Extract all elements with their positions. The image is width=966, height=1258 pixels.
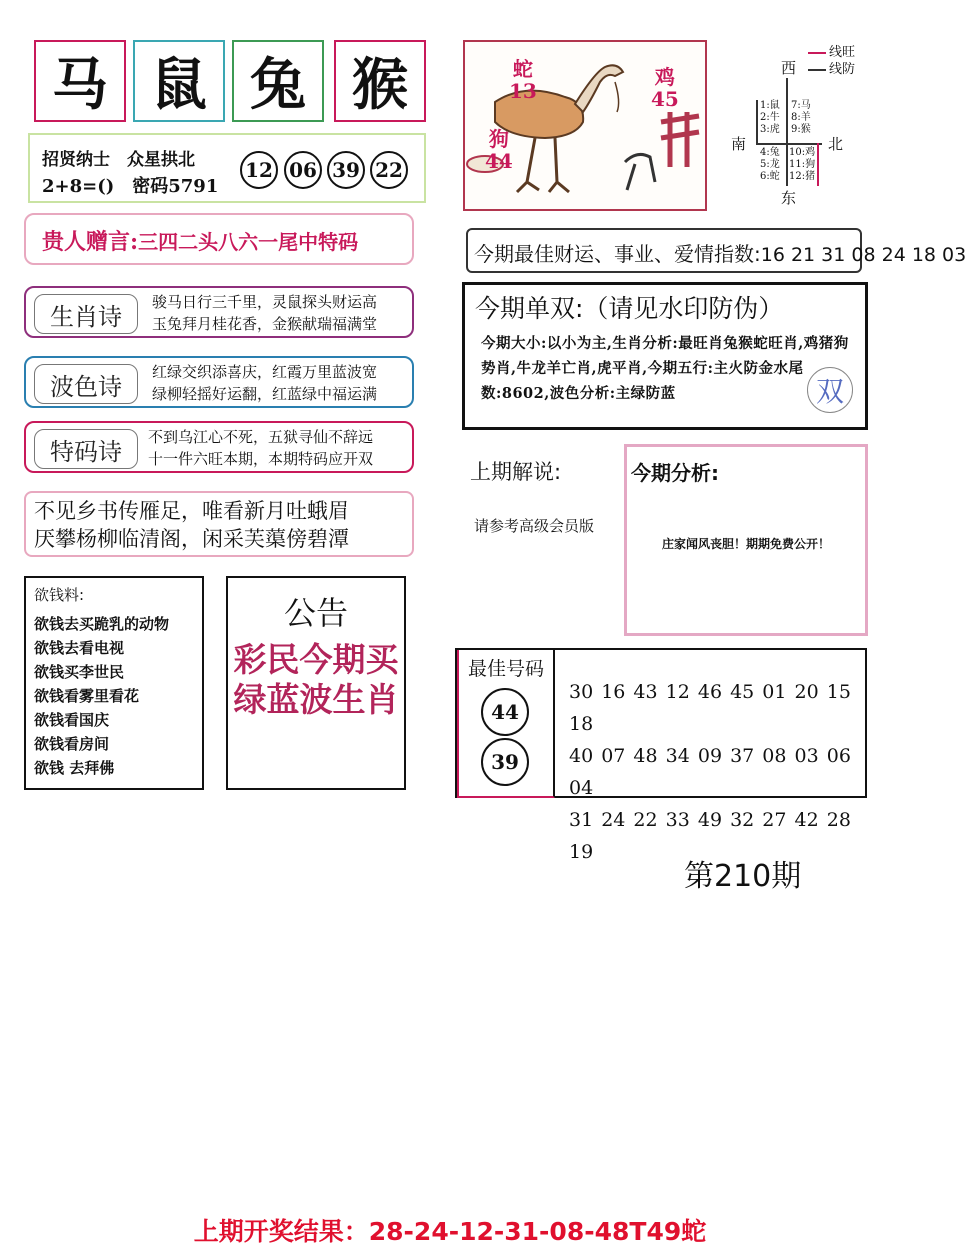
analysis-message: 庄家闻风丧胆！期期免费公开！ bbox=[661, 537, 830, 551]
compass-cell-rt: 7:马 8:羊 9:猴 bbox=[791, 100, 811, 135]
last-period-label: 上期解说: bbox=[470, 460, 562, 484]
slogan-box bbox=[28, 133, 426, 203]
number-circle: 44 bbox=[481, 688, 529, 736]
poem-line-2: 绿柳轻摇好运翻，红蓝绿中福运满 bbox=[152, 385, 378, 403]
zodiac-box-2: 鼠 bbox=[133, 40, 225, 122]
wish-header: 欲钱料: bbox=[34, 586, 85, 604]
poem-box-special bbox=[24, 421, 414, 473]
number-circle: 39 bbox=[327, 151, 365, 189]
number-row: 31 24 22 33 49 32 27 42 28 19 bbox=[569, 809, 851, 863]
compass-west: 西 bbox=[781, 59, 797, 77]
poem-tag: 生肖诗 bbox=[34, 294, 138, 334]
best-numbers-header: 最佳号码 bbox=[467, 658, 544, 680]
last-period-note: 请参考高级会员版 bbox=[474, 517, 595, 535]
zodiac-box-1: 马 bbox=[34, 40, 126, 122]
compass-cell-lt: 1:鼠 2:牛 3:虎 bbox=[760, 100, 780, 135]
list-item: 欲钱看雾里看花 bbox=[34, 687, 140, 705]
compass-cell-rb: 10:鸡 11:狗 12:猪 bbox=[789, 147, 816, 182]
compass-vline bbox=[786, 78, 788, 186]
compass-north: 北 bbox=[828, 135, 844, 153]
poem-line-2: 十一件六旺本期，本期特码应开双 bbox=[148, 450, 374, 468]
list-item: 欲钱去看电视 bbox=[34, 639, 125, 657]
poem-box-color bbox=[24, 356, 414, 408]
poem-tag: 特码诗 bbox=[34, 429, 138, 469]
fortune-index-label: 今期最佳财运、事业、爱情指数: bbox=[474, 242, 761, 266]
poem-tag: 波色诗 bbox=[34, 364, 138, 404]
notice-line-2: 绿蓝波生肖 bbox=[233, 680, 399, 719]
list-item: 欲钱看房间 bbox=[34, 735, 110, 753]
list-item: 欲钱 去拜佛 bbox=[34, 759, 115, 777]
best-numbers-box bbox=[455, 648, 867, 863]
verse-line-1: 不见乡书传雁足，唯看新月吐蛾眉 bbox=[34, 499, 349, 523]
number-circle: 06 bbox=[284, 151, 322, 189]
compass-east: 东 bbox=[781, 189, 797, 207]
gui-ren-label: 贵人赠言: bbox=[42, 229, 139, 255]
compass-south: 南 bbox=[731, 135, 747, 153]
notice-box bbox=[226, 576, 406, 790]
number-circle: 39 bbox=[481, 738, 529, 786]
poem-line-2: 玉兔拜月桂花香，金猴献瑞福满堂 bbox=[152, 315, 378, 333]
notice-line-1: 彩民今期买 bbox=[233, 640, 399, 679]
number-row: 40 07 48 34 09 37 08 03 06 04 bbox=[569, 745, 851, 799]
poem-line-1: 骏马日行三千里，灵鼠探头财运高 bbox=[152, 293, 378, 311]
number-circle: 22 bbox=[370, 151, 408, 189]
gui-ren-text: 三四二头八六一尾中特码 bbox=[138, 230, 359, 254]
legend-fang: 线防 bbox=[808, 61, 855, 78]
wish-box bbox=[24, 576, 204, 790]
compass-right-tick bbox=[817, 143, 819, 186]
last-result: 上期开奖结果：28-24-12-31-08-48T49蛇 bbox=[193, 1217, 707, 1246]
zodiac-box-3: 兔 bbox=[232, 40, 324, 122]
issue-number: 第210期 bbox=[684, 859, 802, 894]
legend-wang: 线旺 bbox=[808, 44, 855, 61]
shuang-stamp: 双 bbox=[807, 367, 853, 413]
analysis-title: 今期分析: bbox=[631, 461, 719, 485]
poem-line-1: 不到乌江心不死，五狱寻仙不辞远 bbox=[148, 428, 374, 446]
list-item: 欲钱买李世民 bbox=[34, 663, 125, 681]
snake-label: 蛇 13 bbox=[509, 57, 537, 103]
line-legend bbox=[808, 44, 855, 78]
danshuang-box bbox=[462, 282, 868, 430]
zodiac-picture bbox=[463, 40, 707, 211]
number-row: 30 16 43 12 46 45 01 20 15 18 bbox=[569, 681, 851, 735]
compass-hline bbox=[756, 143, 822, 145]
best-numbers-grid bbox=[569, 676, 865, 868]
fortune-index-numbers: 16 21 31 08 24 18 03 bbox=[760, 244, 966, 266]
danshuang-body: 今期大小:以小为主,生肖分析:最旺肖兔猴蛇旺肖,鸡猪狗势肖,牛龙羊亡肖,虎平肖,今期五行:主火防金水尾数:8602,波色分析:主绿防蓝 bbox=[481, 335, 849, 402]
list-item: 欲钱看国庆 bbox=[34, 711, 110, 729]
list-item: 欲钱去买跪乳的动物 bbox=[34, 615, 170, 633]
poem-box-zodiac bbox=[24, 286, 414, 338]
fortune-index-box bbox=[466, 228, 966, 273]
dog-label: 狗 44 bbox=[485, 127, 513, 173]
zodiac-box-4: 猴 bbox=[334, 40, 426, 122]
danshuang-title: 今期单双:（请见水印防伪） bbox=[475, 294, 784, 323]
slogan-line-1: 招贤纳士 众星拱北 bbox=[42, 150, 195, 170]
slogan-line-2: 2+8=() 密码5791 bbox=[42, 176, 219, 197]
number-circle: 12 bbox=[240, 151, 278, 189]
chicken-label: 鸡 45 bbox=[651, 65, 679, 111]
best-numbers-side bbox=[457, 650, 555, 798]
wish-list bbox=[34, 612, 169, 780]
analysis-box bbox=[624, 444, 868, 636]
verse-line-2: 厌攀杨柳临清阁，闲采芙蕖傍碧潭 bbox=[34, 527, 349, 551]
notice-title: 公告 bbox=[283, 594, 348, 632]
compass-cell-lb: 4:兔 5:龙 6:蛇 bbox=[760, 147, 780, 182]
gui-ren-box bbox=[24, 213, 414, 265]
compass-left-tick bbox=[756, 100, 758, 143]
verse-box bbox=[24, 491, 414, 557]
poem-line-1: 红绿交织添喜庆，红霞万里蓝波宽 bbox=[152, 363, 378, 381]
